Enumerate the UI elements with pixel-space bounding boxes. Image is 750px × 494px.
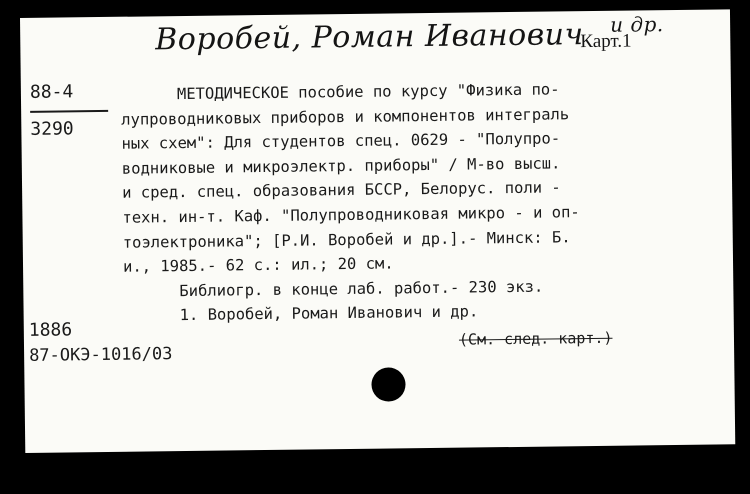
shelf-mark-divider [30, 110, 108, 113]
bibliography-note: Библиогр. в конце лаб. работ.- 230 экз. [179, 277, 544, 300]
catalog-card [20, 9, 735, 453]
card-number: Карт.1 [580, 30, 632, 53]
description-line: МЕТОДИЧЕСКОЕ пособие по курсу "Физика по- [176, 80, 560, 104]
see-next-card-note: (См. след. карт.) [458, 328, 613, 349]
description-line: и., 1985.- 62 с.: ил.; 20 см. [122, 254, 394, 276]
description-line: техн. ин-т. Каф. "Полупроводниковая микро - и оп- [122, 203, 580, 227]
author-heading: Воробей, Роман Иванович [155, 17, 584, 58]
publication-code: 87-ОКЭ-1016/03 [29, 344, 173, 366]
shelf-mark-bottom: 3290 [30, 118, 74, 140]
description-line: и сред. спец. образования БССР, Белорус. поли - [122, 178, 561, 203]
description-line: лупроводниковых приборов и компонентов интеграль [121, 104, 570, 129]
description-line: ных схем": Для студентов спец. 0629 - "Полупро- [121, 129, 561, 153]
tracing-entry: 1. Воробей, Роман Иванович и др. [179, 302, 479, 325]
shelf-mark-top: 88-4 [29, 81, 74, 103]
description-line: водниковые и микроэлектр. приборы" / М-во высш. [121, 154, 561, 178]
punch-hole [371, 367, 405, 401]
description-line: тоэлектроника"; [Р.И. Воробей и др.].- Минск: Б. [122, 227, 571, 252]
heading-extra: и др. [609, 12, 664, 37]
bibliographic-description [121, 76, 704, 329]
author-number: 1886 [28, 319, 73, 341]
